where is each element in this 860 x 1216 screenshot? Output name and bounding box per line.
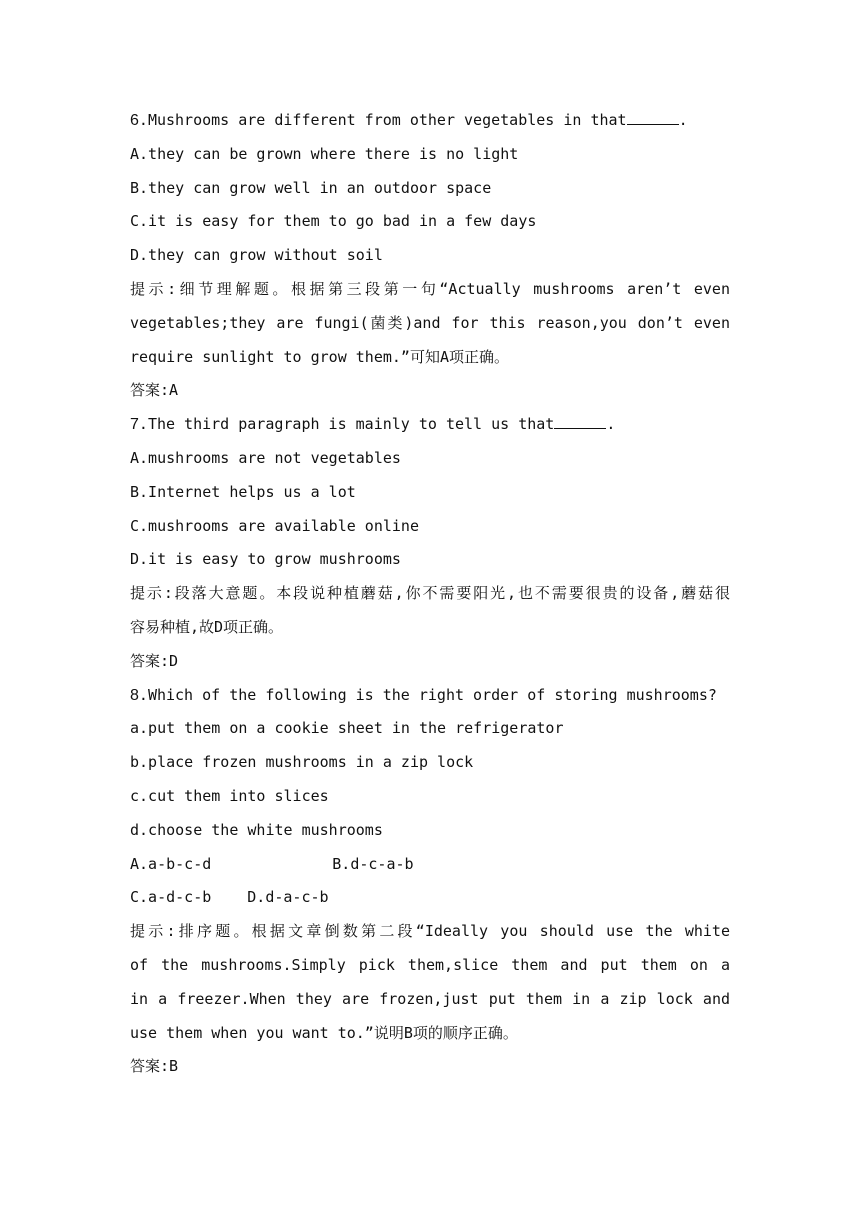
option-d: D.it is easy to grow mushrooms bbox=[130, 550, 401, 569]
hint-line: require sunlight to grow them.”可知A项正确。 bbox=[130, 347, 509, 366]
answer-line: 答案:D bbox=[130, 651, 179, 670]
options-row-2 bbox=[130, 881, 730, 915]
option-b: B.they can grow well in an outdoor space bbox=[130, 178, 492, 197]
question-number: 7 bbox=[130, 416, 139, 434]
option-a: A.a-b-c-d bbox=[130, 854, 212, 873]
answer-blank bbox=[627, 110, 679, 125]
question-7-stem: 7.The third paragraph is mainly to tell us that . bbox=[130, 415, 616, 434]
option-b: B.d-c-a-b bbox=[332, 854, 414, 873]
hint-line: 提示:细节理解题。根据第三段第一句“Actually mushrooms aren’t even bbox=[130, 279, 730, 298]
stem-end: . bbox=[606, 415, 616, 434]
hint-line: use them when you want to.”说明B项的顺序正确。 bbox=[130, 1023, 518, 1042]
question-number: 8 bbox=[130, 686, 139, 704]
answer-blank bbox=[554, 414, 606, 429]
stem-end: . bbox=[678, 111, 688, 129]
document-page bbox=[130, 104, 730, 1084]
question-number: 6 bbox=[130, 112, 139, 129]
option-b: B.Internet helps us a lot bbox=[130, 482, 356, 501]
option-c: C.a-d-c-b bbox=[130, 888, 212, 907]
option-a: A.mushrooms are not vegetables bbox=[130, 448, 401, 467]
option-d: D.d-a-c-b bbox=[247, 888, 329, 907]
hint-line: 提示:排序题。根据文章倒数第二段“Ideally you should use the white bbox=[130, 922, 730, 941]
item-a: a.put them on a cookie sheet in the refrigerator bbox=[130, 719, 564, 738]
answer-line: 答案:B bbox=[130, 1057, 179, 1076]
option-d: D.they can grow without soil bbox=[130, 246, 383, 265]
answer-line: 答案:A bbox=[130, 381, 179, 400]
hint-line: in a freezer.When they are frozen,just put them in a zip lock and bbox=[130, 989, 730, 1008]
question-text: Mushrooms are different from other vegetables in that bbox=[147, 111, 627, 129]
question-text: Which of the following is the right order of storing mushrooms? bbox=[147, 685, 717, 704]
hint-line: 提示:段落大意题。本段说种植蘑菇,你不需要阳光,也不需要很贵的设备,蘑菇很 bbox=[130, 584, 730, 603]
question-6-stem: 6.Mushrooms are different from other vegetables in that . bbox=[130, 111, 688, 129]
option-a: A.they can be grown where there is no light bbox=[130, 144, 519, 163]
question-8-stem: 8.Which of the following is the right order of storing mushrooms? bbox=[130, 685, 717, 704]
options-row-1 bbox=[130, 848, 730, 882]
question-text: The third paragraph is mainly to tell us that bbox=[147, 415, 555, 434]
hint-line: vegetables;they are fungi(菌类)and for this reason,you don’t even bbox=[130, 313, 730, 332]
hint-line: of the mushrooms.Simply pick them,slice them and put them on a bbox=[130, 955, 730, 974]
option-c: C.it is easy for them to go bad in a few days bbox=[130, 212, 537, 231]
hint-line: 容易种植,故D项正确。 bbox=[130, 617, 284, 636]
item-b: b.place frozen mushrooms in a zip lock bbox=[130, 753, 474, 772]
option-c: C.mushrooms are available online bbox=[130, 516, 419, 535]
item-c: c.cut them into slices bbox=[130, 786, 329, 805]
item-d: d.choose the white mushrooms bbox=[130, 820, 383, 839]
